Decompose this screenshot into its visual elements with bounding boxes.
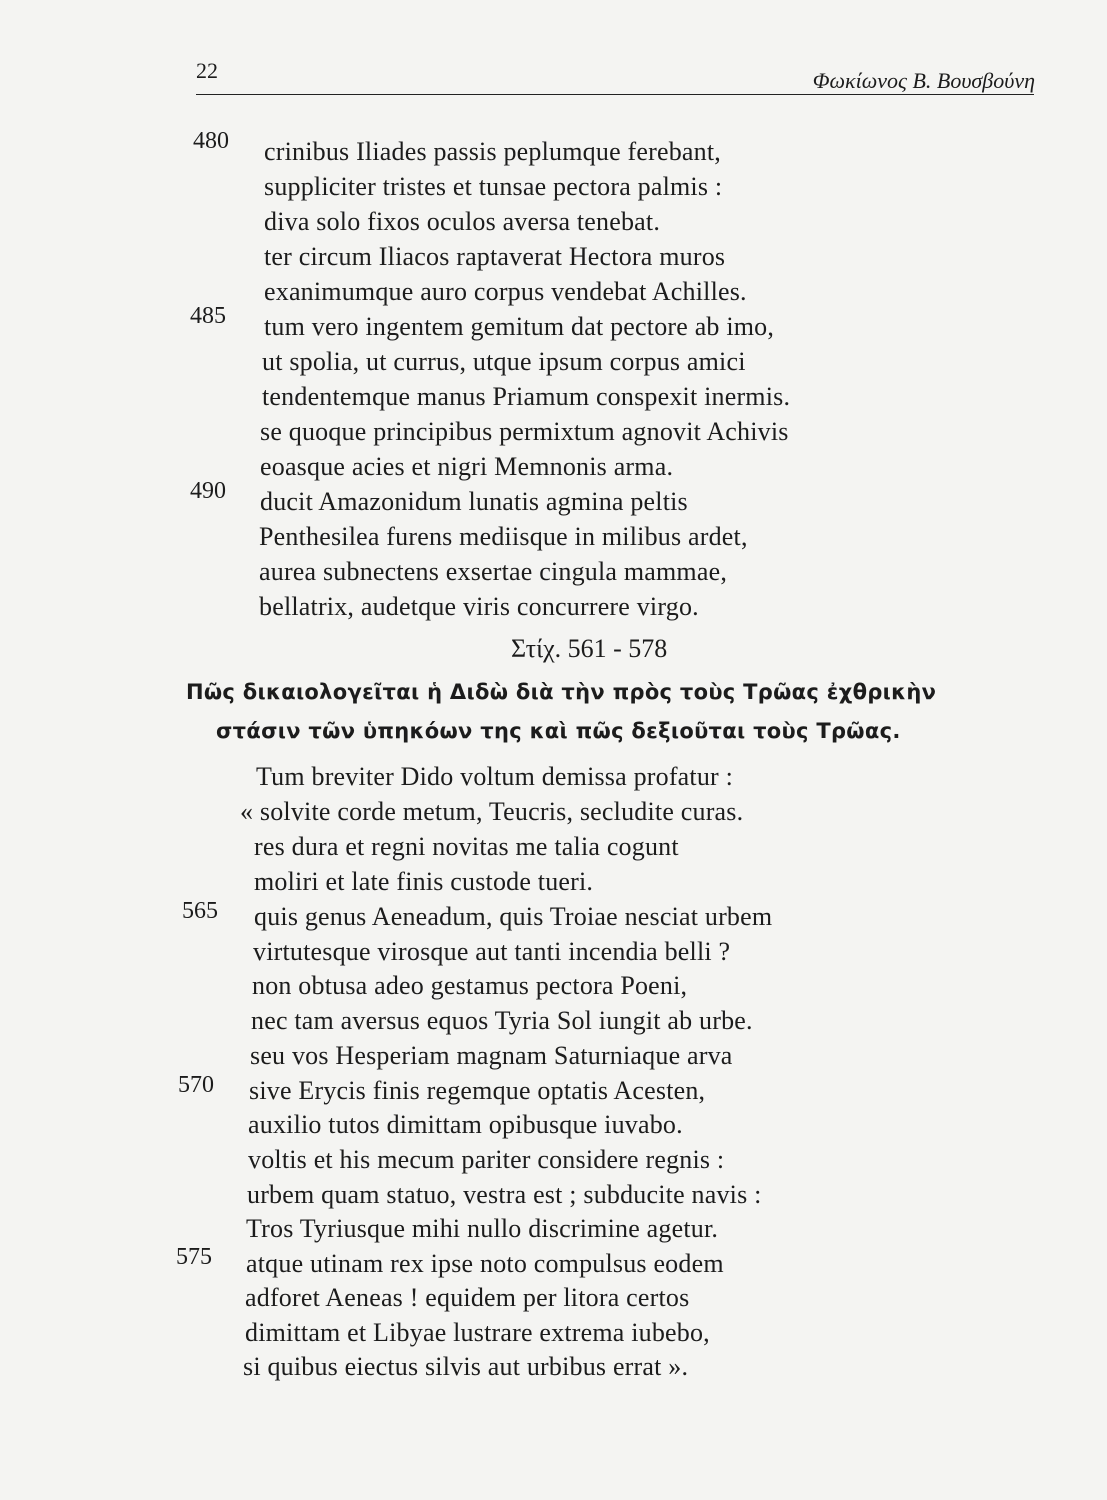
running-title: Φωκίωνος Β. Βουσβούνη	[812, 68, 1035, 93]
verse-line: tum vero ingentem gemitum dat pectore ab imo,	[264, 312, 775, 341]
verse-line: virtutesque virosque aut tanti incendia belli ?	[253, 937, 731, 966]
line-number: 490	[190, 478, 226, 504]
verse-line: dimittam et Libyae lustrare extrema iubebo,	[245, 1318, 710, 1347]
verse-line: sive Erycis finis regemque optatis Acesten,	[249, 1076, 706, 1105]
verse-line: crinibus Iliades passis peplumque ferebant,	[264, 137, 721, 166]
verse-range: Στίχ. 561 - 578	[511, 634, 668, 663]
verse-line: nec tam aversus equos Tyria Sol iungit ab urbe.	[251, 1006, 753, 1035]
section-heading-line-2: στάσιν τῶν ὑπηκόων της καὶ πῶς δεξιοῦται τοὺς Τρῶας.	[216, 719, 901, 743]
verse-line: si quibus eiectus silvis aut urbibus errat ».	[243, 1352, 689, 1381]
verse-line: diva solo fixos oculos aversa tenebat.	[264, 207, 661, 236]
line-number: 485	[190, 303, 226, 329]
section-heading-line-1: Πῶς δικαιολογεῖται ἡ Διδὼ διὰ τὴν πρὸς τοὺς Τρῶας ἐχθρικὴν	[186, 680, 937, 704]
verse-line: eoasque acies et nigri Memnonis arma.	[260, 452, 674, 481]
line-number: 575	[176, 1244, 212, 1270]
verse-line: voltis et his mecum pariter considere regnis :	[248, 1145, 725, 1174]
line-number: 565	[182, 898, 218, 924]
verse-line: Tros Tyriusque mihi nullo discrimine agetur.	[246, 1214, 719, 1243]
verse-line: moliri et late finis custode tueri.	[254, 867, 594, 896]
verse-line: « solvite corde metum, Teucris, secludite curas.	[240, 797, 744, 826]
verse-line: quis genus Aeneadum, quis Troiae nesciat urbem	[254, 902, 773, 931]
page-number: 22	[196, 58, 218, 83]
verse-line: aurea subnectens exsertae cingula mammae,	[259, 557, 728, 586]
verse-line: urbem quam statuo, vestra est ; subducite navis :	[247, 1180, 762, 1209]
line-number: 570	[178, 1072, 214, 1098]
verse-line: ut spolia, ut currus, utque ipsum corpus amici	[262, 347, 746, 376]
verse-line: Tum breviter Dido voltum demissa profatur :	[256, 762, 734, 791]
verse-line: atque utinam rex ipse noto compulsus eodem	[246, 1249, 724, 1278]
verse-line: se quoque principibus permixtum agnovit Achivis	[260, 417, 789, 446]
verse-line: exanimumque auro corpus vendebat Achilles.	[264, 277, 747, 306]
line-number: 480	[193, 128, 229, 154]
verse-line: res dura et regni novitas me talia cogunt	[254, 832, 679, 861]
verse-line: auxilio tutos dimittam opibusque iuvabo.	[248, 1110, 683, 1139]
verse-line: suppliciter tristes et tunsae pectora palmis :	[264, 172, 723, 201]
verse-line: non obtusa adeo gestamus pectora Poeni,	[252, 971, 688, 1000]
verse-line: bellatrix, audetque viris concurrere virgo.	[259, 592, 699, 621]
verse-line: seu vos Hesperiam magnam Saturniaque arva	[250, 1041, 733, 1070]
header-rule	[196, 94, 1034, 95]
verse-line: Penthesilea furens mediisque in milibus ardet,	[259, 522, 748, 551]
verse-line: ter circum Iliacos raptaverat Hectora muros	[264, 242, 726, 271]
verse-line: ducit Amazonidum lunatis agmina peltis	[260, 487, 688, 516]
verse-line: tendentemque manus Priamum conspexit inermis.	[262, 382, 791, 411]
verse-line: adforet Aeneas ! equidem per litora certos	[245, 1283, 690, 1312]
